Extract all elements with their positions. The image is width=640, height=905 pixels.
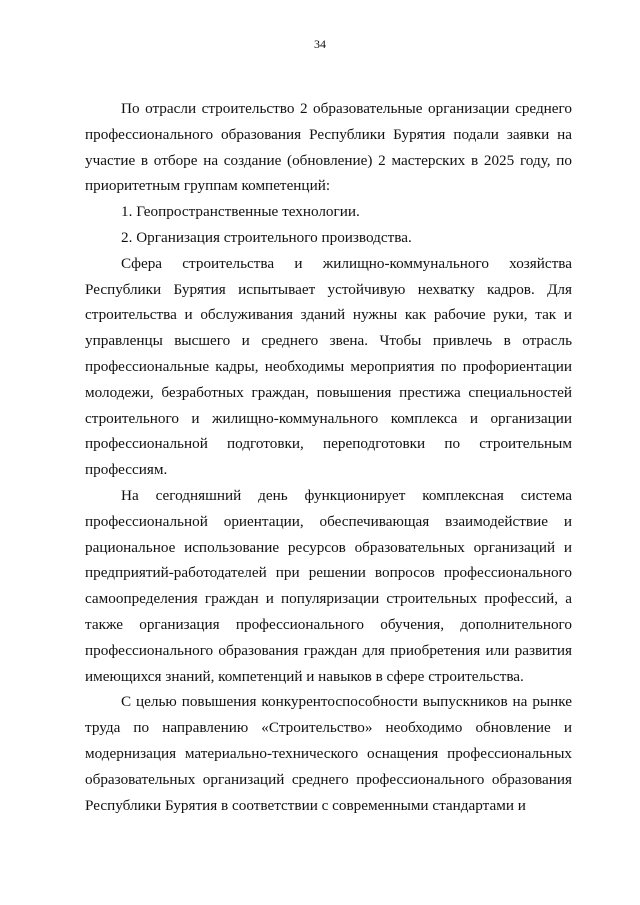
- paragraph-staff-shortage: Сфера строительства и жилищно-коммунального хозяйства Республики Бурятия испытывает устойчивую нехватку кадров. Для строительства и обслуживания зданий нужны как рабочие руки, так и управленцы высшего и среднего звена. Чтобы привлечь в отрасль профессиональные кадры, необходимы мероприятия по профориентации молодежи, безработных граждан, повышения престижа специальностей строительного и жилищно-коммунального комплекса и организации профессиональной подготовки, переподготовки по строительным профессиям.: [85, 254, 572, 479]
- paragraph-career-guidance: На сегодняшний день функционирует комплексная система профессиональной ориентации, обеспечивающая взаимодействие и рациональное использование ресурсов образовательных организаций и предприятий-работодателей при решении вопросов профессионального самоопределения граждан и популяризации строительных профессий, а также организация профессионального обучения, дополнительного профессионального образования граждан для приобретения или развития имеющихся знаний, компетенций и навыков в сфере строительства.: [85, 486, 572, 685]
- page-number: 34: [314, 37, 326, 51]
- list-item-geospatial: 1. Геопространственные технологии.: [121, 203, 360, 221]
- paragraph-intro: По отрасли строительство 2 образовательные организации среднего профессионального образования Республики Бурятия подали заявки на участие в отборе на создание (обновление) 2 мастерских в 2025 году, по приоритетным группам компетенций:: [85, 100, 572, 195]
- document-body: [85, 96, 572, 818]
- paragraph-competitiveness: С целью повышения конкурентоспособности выпускников на рынке труда по направлению «Строительство» необходимо обновление и модернизация материально-технического оснащения профессиональных образовательных организаций среднего профессионального образования Республики Бурятия в соответствии с современными стандартами и: [85, 693, 572, 814]
- list-item-construction-organization: 2. Организация строительного производства.: [121, 228, 412, 246]
